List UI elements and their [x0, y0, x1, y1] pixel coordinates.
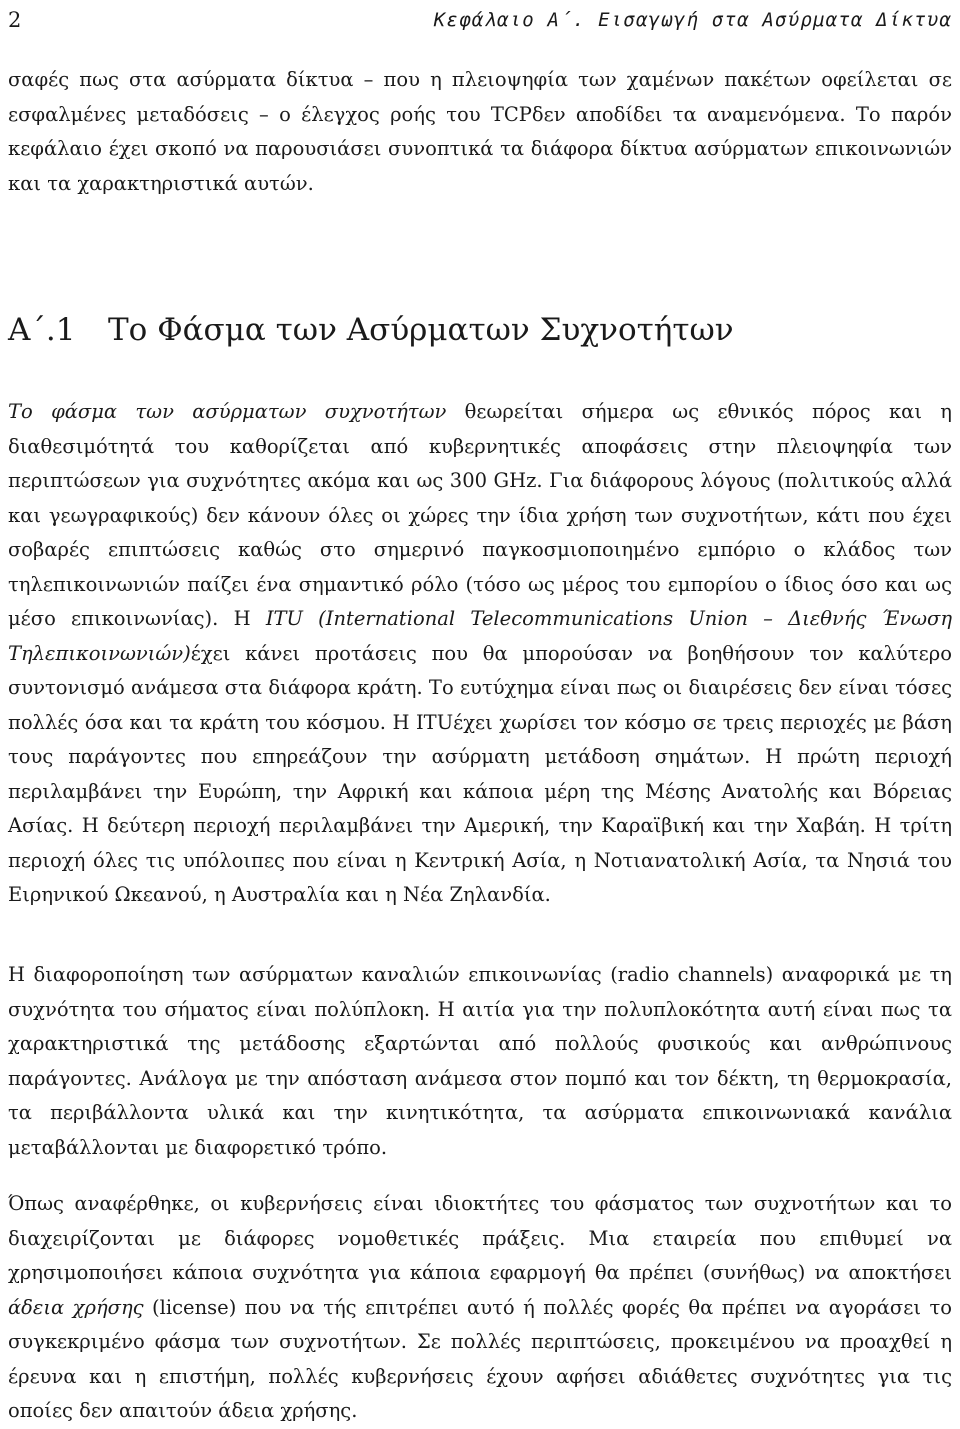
- running-header: [8, 6, 952, 34]
- spectrum-paragraph: [8, 395, 952, 913]
- licensing-paragraph: [8, 1187, 952, 1429]
- spectrum-term: Το φάσμα των ασύρματων συχνοτήτων: [8, 400, 447, 423]
- section-heading: [8, 306, 734, 354]
- intro-paragraph: σαφές πως στα ασύρματα δίκτυα – που η πλειοψηφία των χαμένων πακέτων οφείλεται σε εσφαλμένες μεταδόσεις – ο έλεγχος ροής του TCPδεν αποδίδει τα αναμενόμενα. Το παρόν κεφάλαιο έχει σκοπό να παρουσιάσει συνοπτικά τα διάφορα δίκτυα ασύρματων επικοινωνιών και τα χαρακτηριστικά αυτών.: [8, 68, 952, 195]
- licensing-text-b: (license) που να τής επιτρέπει αυτό ή πολλές φορές θα πρέπει να αγοράσει το συγκεκριμένο φάσμα των συχνοτήτων. Σε πολλές περιπτώσεις, προκειμένου να προαχθεί η έρευνα και η επιστήμη, πολλές κυβερνήσεις έχουν αφήσει αδιάθετες συχνότητες για τις οποίες δεν απαιτούν άδεια χρήσης.: [8, 1295, 952, 1422]
- license-term: άδεια χρήσης: [8, 1295, 144, 1319]
- itu-term: ITU (International Telecommunications Union – Διεθνής Ένωση Τηλεπικοινωνιών): [8, 607, 952, 665]
- page-number: 2: [8, 8, 22, 32]
- spectrum-text-a: θεωρείται σήμερα ως εθνικός πόρος και η διαθεσιμότητά του καθορίζεται από κυβερνητικές αποφάσεις στην πλειοψηφία των περιπτώσεων για συχνότητες ακόμα και ως 300 GHz. Για διάφορους λόγους (πολιτικούς αλλά και γεωγραφικούς) δεν κάνουν όλες οι χώρες την ίδια χρήση των συχνοτήτων, κάτι που έχει σοβαρές επιπτώσεις καθώς στο σημερινό παγκοσμιοποιημένο εμπόριο ο κλάδος των τηλεπικοινωνιών παίζει ένα σημαντικό ρόλο (τόσο ως μέρος του εμπορίου ο ίδιος όσο και ως μέσο επικοινωνίας). Η: [8, 400, 952, 630]
- spectrum-text-b: έχει κάνει προτάσεις που θα μπορούσαν να βοηθήσουν τον καλύτερο συντονισμό ανάμεσα στα διάφορα κράτη. Το ευτύχημα είναι πως οι διαιρέσεις δεν είναι τόσες πολλές όσα και τα κράτη του κόσμου. Η ITUέχει χωρίσει τον κόσμο σε τρεις περιοχές με βάση τους παράγοντες που επηρεάζουν την ασύρματη μετάδοση σημάτων. Η πρώτη περιοχή περιλαμβάνει την Ευρώπη, την Αφρική και κάποια μέρη της Μέσης Ανατολής και Βόρειας Ασίας. Η δεύτερη περιοχή περιλαμβάνει την Αμερική, την Καραϊβική και την Χαβάη. Η τρίτη περιοχή όλες τις υπόλοιπες που είναι η Κεντρική Ασία, η Νοτιανατολική Ασία, τα Νησιά του Ειρηνικού Ωκεανού, η Αυστραλία και η Νέα Ζηλανδία.: [8, 641, 952, 906]
- section-number: Α΄.1: [8, 312, 76, 348]
- running-title: Κεφάλαιο Α΄. Εισαγωγή στα Ασύρματα Δίκτυα: [433, 9, 952, 31]
- radio-channels-paragraph: Η διαφοροποίηση των ασύρματων καναλιών επικοινωνίας (radio channels) αναφορικά με τη συχνότητα του σήματος είναι πολύπλοκη. Η αιτία για την πολυπλοκότητα αυτή είναι πως τα χαρακτηριστικά της μετάδοσης εξαρτώνται από πολλούς φυσικούς και ανθρώπινους παράγοντες. Ανάλογα με την απόσταση ανάμεσα στον πομπό και τον δέκτη, τη θερμοκρασία, τα περιβάλλοντα υλικά και την κινητικότητα, τα ασύρματα επικοινωνιακά κανάλια μεταβάλλονται με διαφορετικό τρόπο.: [8, 963, 952, 1159]
- section-title: Το Φάσμα των Ασύρματων Συχνοτήτων: [108, 312, 734, 348]
- licensing-text-a: Όπως αναφέρθηκε, οι κυβερνήσεις είναι ιδιοκτήτες του φάσματος των συχνοτήτων και το διαχειρίζονται με διάφορες νομοθετικές πράξεις. Μια εταιρεία που επιθυμεί να χρησιμοποιήσει κάποια συχνότητα για κάποια εφαρμογή θα πρέπει (συνήθως) να αποκτήσει: [8, 1192, 952, 1284]
